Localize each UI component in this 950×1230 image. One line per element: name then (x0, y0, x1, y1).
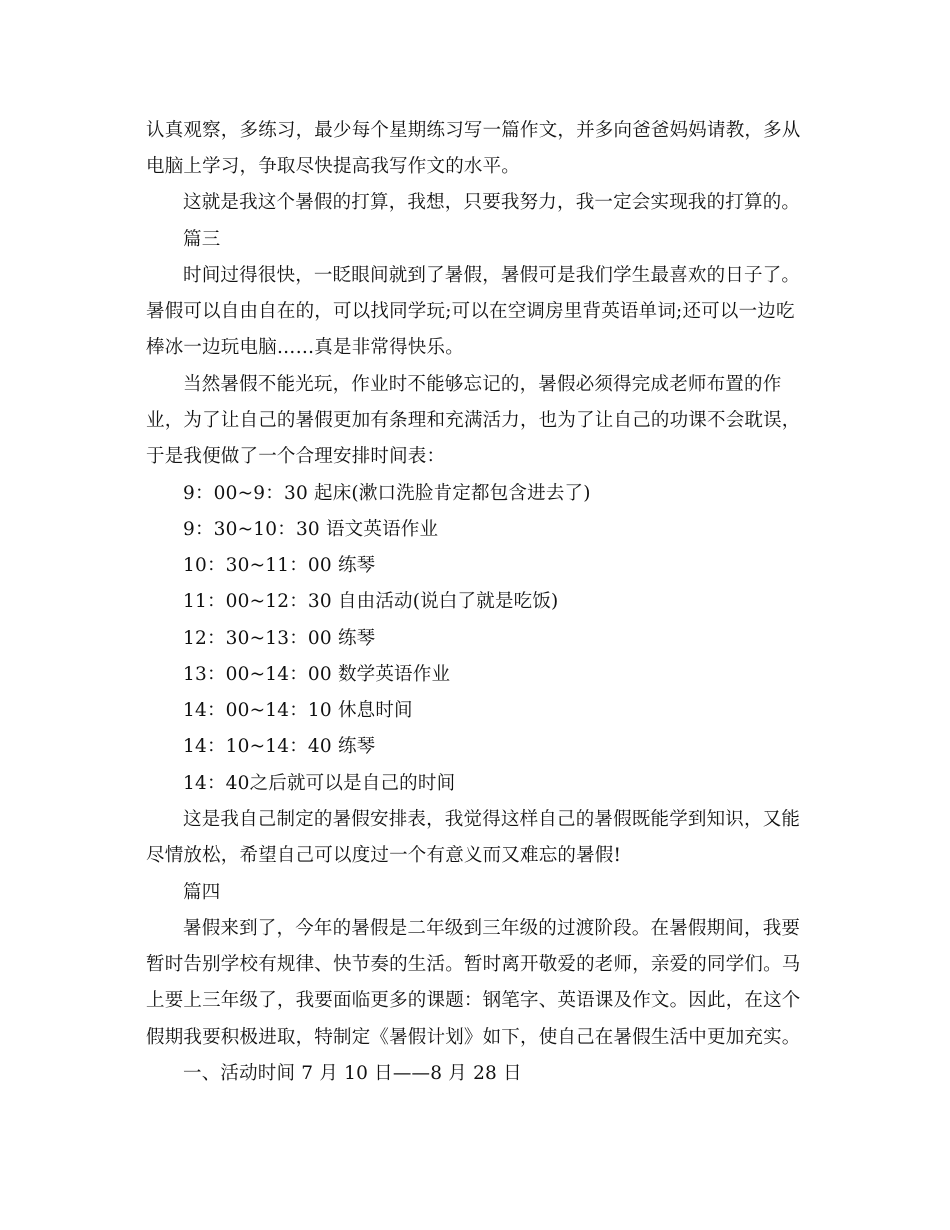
schedule-item: 14：00~14：10 休息时间 (183, 700, 413, 721)
paragraph-line: 当然暑假不能光玩，作业时不能够忘记的，暑假必须得完成老师布置的作 (183, 374, 782, 395)
paragraph-line: 暑假来到了，今年的暑假是二年级到三年级的过渡阶段。在暑假期间，我要 (183, 918, 801, 939)
paragraph-line: 假期我要积极进取，特制定《暑假计划》如下，使自己在暑假生活中更加充实。 (146, 1027, 801, 1048)
section-heading: 篇四 (183, 882, 221, 903)
schedule-item: 14：40之后就可以是自己的时间 (183, 773, 456, 794)
schedule-item: 10：30~11：00 练琴 (183, 555, 376, 576)
paragraph-line: 尽情放松，希望自己可以度过一个有意义而又难忘的暑假! (146, 845, 622, 866)
section-heading: 篇三 (183, 229, 221, 250)
paragraph-line: 棒冰一边玩电脑……真是非常得快乐。 (146, 337, 464, 358)
paragraph-line: 这就是我这个暑假的打算，我想，只要我努力，我一定会实现我的打算的。 (183, 192, 801, 213)
schedule-item: 13：00~14：00 数学英语作业 (183, 664, 451, 685)
paragraph-line: 这是我自己制定的暑假安排表，我觉得这样自己的暑假既能学到知识，又能 (183, 809, 801, 830)
schedule-item: 12：30~13：00 练琴 (183, 628, 376, 649)
paragraph-line: 于是我便做了一个合理安排时间表： (146, 446, 446, 467)
paragraph-line: 时间过得很快，一眨眼间就到了暑假，暑假可是我们学生最喜欢的日子了。 (183, 265, 801, 286)
list-item: 一、活动时间 7 月 10 日——8 月 28 日 (183, 1063, 522, 1084)
paragraph-line: 认真观察，多练习，最少每个星期练习写一篇作文，并多向爸爸妈妈请教，多从 (146, 120, 801, 141)
paragraph-line: 暂时告别学校有规律、快节奏的生活。暂时离开敬爱的老师，亲爱的同学们。马 (146, 954, 801, 975)
schedule-item: 9：30~10：30 语文英语作业 (183, 519, 439, 540)
paragraph-line: 上要上三年级了，我要面临更多的课题：钢笔字、英语课及作文。因此，在这个 (146, 990, 801, 1011)
schedule-item: 9：00~9：30 起床(漱口洗脸肯定都包含进去了) (183, 483, 591, 504)
paragraph-line: 电脑上学习，争取尽快提高我写作文的水平。 (146, 156, 521, 177)
paragraph-line: 业，为了让自己的暑假更加有条理和充满活力，也为了让自己的功课不会耽误， (146, 410, 801, 431)
paragraph-line: 暑假可以自由自在的，可以找同学玩;可以在空调房里背英语单词;还可以一边吃 (146, 301, 795, 322)
schedule-item: 11：00~12：30 自由活动(说白了就是吃饭) (183, 591, 559, 612)
schedule-item: 14：10~14：40 练琴 (183, 736, 376, 757)
